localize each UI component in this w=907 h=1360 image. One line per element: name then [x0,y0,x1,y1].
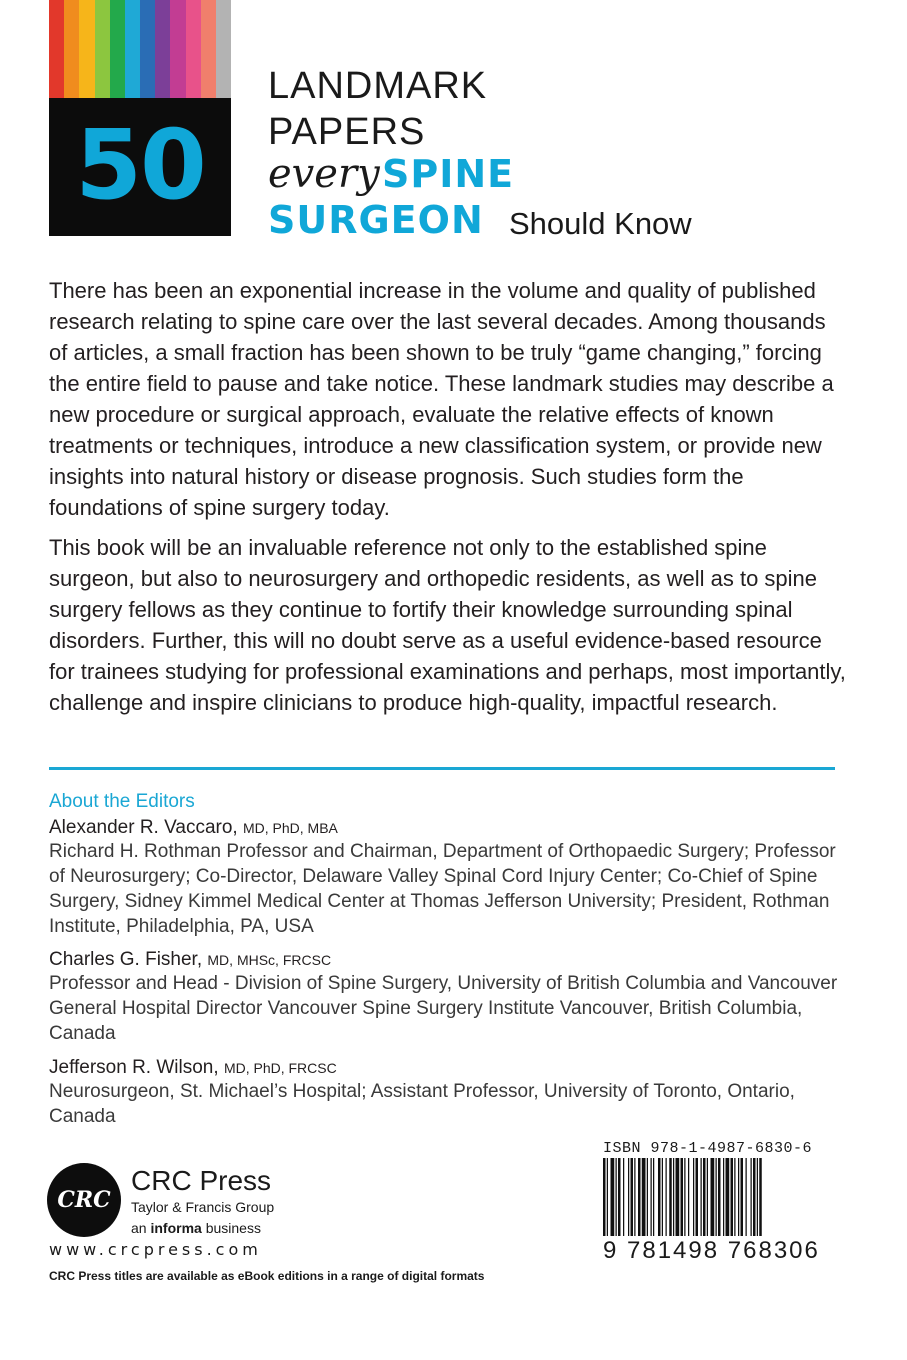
isbn-label: ISBN 978-1-4987-6830-6 [603,1140,813,1157]
editor-bio: Professor and Head - Division of Spine Surgery, University of British Columbia and Vancouver General Hospital Director Vancouver Spine Surgery Institute Vancouver, British Columbia, Canada [49,973,838,1044]
color-stripe [170,0,185,98]
publisher-informa [131,1219,261,1237]
editors-heading: About the Editors [49,791,195,812]
title-spine: SPINE [382,152,515,196]
publisher-name: CRC Press [131,1165,272,1196]
color-stripe [201,0,216,98]
editor-credentials: MD, PhD, MBA [242,820,338,836]
editor-name-text: Charles G. Fisher, [49,949,203,970]
editor-name [49,947,331,973]
editor-name [49,815,338,841]
section-divider [49,767,835,770]
editor-bio: Neurosurgeon, St. Michael’s Hospital; Assistant Professor, University of Toronto, Ontario, Canada [49,1081,795,1127]
editor-name-text: Jefferson R. Wilson, [49,1057,219,1078]
color-stripe [140,0,155,98]
color-stripe [49,0,64,98]
description-paragraph-1: There has been an exponential increase in the volume and quality of published research relating to spine care over the last several decades. Among thousands of articles, a small fraction has been shown to be truly “game changing,” forcing the entire field to pause and take notice. These landmark studies may describe a new procedure or surgical approach, evaluate the relative effects of known treatments or techniques, introduce a new classification system, or provide new insights into natural history or disease prognosis. Such studies form the foundations of spine surgery today. [49,278,834,520]
description-paragraph-2: This book will be an invaluable reference not only to the established spine surgeon, but also to neurosurgery and orthopedic residents, as well as to spine surgery fellows as they continue to fortify their knowledge surrounding spinal disorders. Further, this will no doubt serve as a useful evidence-based resource for trainees studying for professional examinations and perhaps, most importantly, challenge and inspire clinicians to produce high-quality, impactful research. [49,535,846,715]
barcode-digits: 9 781498 768306 [603,1237,820,1264]
title-number: 50 [75,109,205,221]
color-stripe [64,0,79,98]
editor-name [49,1055,337,1081]
title-papers: PAPERS [268,111,426,153]
editor-credentials: MD, MHSc, FRCSC [207,952,332,968]
color-stripe [125,0,140,98]
color-stripe [186,0,201,98]
informa-suffix: business [201,1220,261,1236]
crc-logo-text: CRC [57,1187,111,1213]
informa-prefix: an [131,1220,151,1236]
color-stripe [79,0,94,98]
title-surgeon: SURGEON [268,198,484,242]
ebook-note: CRC Press titles are available as eBook editions in a range of digital formats [49,1269,485,1283]
title-should-know: Should Know [509,206,692,241]
title-landmark: LANDMARK [268,65,488,107]
color-stripes [49,0,231,98]
informa-bold: informa [150,1220,202,1236]
color-stripe [110,0,125,98]
editor-bio: Richard H. Rothman Professor and Chairman, Department of Orthopaedic Surgery; Professor of Neurosurgery; Co-Director, Delaware Valley Spinal Cord Injury Center; Co-Chief of Spine Surgery, Sidney Kimmel Medical Center at Thomas Jefferson University; President, Rothman Institute, Philadelphia, PA, USA [49,841,836,937]
editor-credentials: MD, PhD, FRCSC [223,1060,337,1076]
barcode-icon [591,1158,821,1242]
title-every: every [268,151,380,197]
publisher-website: www.crcpress.com [49,1240,262,1259]
color-stripe [95,0,110,98]
color-stripe [155,0,170,98]
publisher-group: Taylor & Francis Group [131,1199,275,1215]
color-stripe [216,0,231,98]
editor-name-text: Alexander R. Vaccaro, [49,817,238,838]
